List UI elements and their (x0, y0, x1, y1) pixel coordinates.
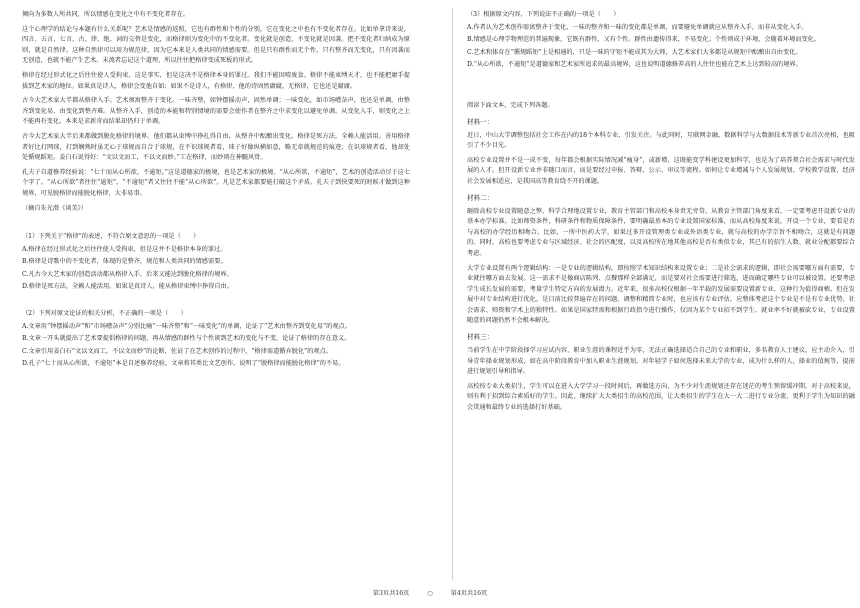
page-number-right: 第4页共16页 (450, 590, 488, 597)
question-2 (22, 309, 410, 370)
passage-paragraph: 倾向为多数人所共同，所以情感在变化之中有不变化者存在。 (22, 11, 190, 18)
material-paragraph: 高校按专业大类招生，学生可以在进入大学学习一段时间后，再做选方向，为不少对生涯规划还存在迷茫的考生预留缓冲期，对于高校来说，则有利于招到综合素质好的学生。因此，继续扩大大类招生的高校范围，让大类招生的学生在大一大二进行专业分流，更利于学生为知识的融会贯通和最终专业的选择打好基础。 (467, 382, 855, 412)
option-d: D.“从心所欲，不逾矩”是道德家和艺术家所追求的最高境界，这也说明道德修养高的人往往也能在艺术上达到较高的境界。 (467, 61, 802, 69)
material-1-title: 材料一： (467, 117, 494, 126)
passage-paragraph: 古今大艺术家大半都从格律入手。艺术须寓整齐于变化。一味齐整，如钟摆摇动声，固然单调；一味变化，如市场嘈杂声，也还是单调。由整齐到变化易，由变化到整齐难。从整齐入手，创造的本能和特别情境的需要会使作者在整齐之中求变化以避免单调。从变化入手，则变化之上不能再有变化。本来是求新奇而结果却仍归于单调。 (22, 97, 410, 126)
question-stem: （2）下列对原文论证的相关分析，不正确的一项是（ ） (22, 310, 187, 318)
page-divider (452, 8, 453, 580)
option-a: A.作者认为艺术创作需寓整齐于变化，一味的整齐和一味的变化都是单调，而要避免单调就应从整齐入手，而非从变化入手。 (467, 23, 808, 31)
material-paragraph: 高校专业设置并不是一成不变，每年都会根据实际情况减“瘦身”，或新增，这既能变学科建设更加科学，也是为了培养契合社会需求与时代发展的人才。但开设新专业并非随口而言，而是要经过申报、答辩、公示、审议等流程。如何让专业增减与个人发展规划、学校教学设置、经济社会发展相适应，是我国高等教育绕不开的课题。 (467, 156, 855, 185)
option-b: B.文章一开头就提出了艺术要提倡格律的问题，再从情感的群性与个性谈到艺术的变化与不变，论证了格律的存在意义。 (22, 335, 351, 343)
question-stem: （3）根据原文内容，下列说法不正确的一项是（ ） (467, 11, 620, 18)
right-page (467, 10, 855, 418)
option-c: C.文章引用姜白石“文以文而工，不以文而妙”的论断，佐证了在艺术创作的过程中，“格律需道循弃脱化”的观点。 (22, 347, 332, 355)
page-footer (0, 588, 860, 597)
option-c: C.凡古今大艺术家的创造活动都从格律入手，后来又能达到脱化格律的境界。 (22, 270, 233, 278)
passage-paragraph: 这个心理学的结论与本题有什么关系呢？艺术是情感的返照，它也有群性和个性的分别，它在变化之中也有不变化者存在。比如单拿诗来说，四言、五言、七言、古、律、绝、词的交替是变化，而格律则为变化中的不变化者。变化就是创造，不变化就是因袭。把不变化者归纳成为原则，就是自然律。这种自然律可以用为规范律，因为它本来是人类共同的情感需要。但是只有群性而无个性，只有整齐而无变化，只有因袭而无创造，也就不能产生艺术。末流者忘记这个道理，所以往往把格律变成死板的形式。 (22, 25, 410, 65)
passage-paragraph: 古今大艺术家大半后来都做到脱化格律的境界。他们都从束缚中挣扎得自由，从整齐中酝酿出变化。格律是死方法，全赖人能活用。善用格律者好比打网球，打到娴熟时虽无心于球规而自合于球规，在不识球规者看，球子好像纵横如意，略无牵就规范的痕迹；在识球规者看，他却处处循规蹈矩。姜白石说得好：“文以文而工，不以文而妙。”工在格律，而妙则在神髓风骨。 (22, 132, 410, 162)
option-c: C.艺术和体育在“循规蹈矩”上是相通的，只是一味的守矩不能成其为大师，大艺术家们大多都是从规矩中酝酿出自由变化。 (467, 48, 802, 56)
question-3 (467, 10, 855, 71)
binding-circle-icon: ○ (427, 590, 433, 597)
option-a: A.格律在经过形式化之后往往使人受拘束，但是这并不是格律本身的罪过。 (22, 245, 227, 253)
material-3-title: 材料三： (467, 333, 494, 342)
material-paragraph: 砸除高校专业设置随意之弊，科学合理地设置专业，教育主管部门和高校本身责无旁贷。从教育主管部门角度来看，一定要考虑开设新专业的基本办学标准。比如师资条件，科研条件和物质保障条件，要明确最基本的专业设置国家标准，而从高校角度来说，开设一个专业，要看是否与高校的办学经历相吻合。比如，一所中医药大学，如果过多开设管理类专业或外语类专业，就与高校的办学宗旨不相吻合，这就是有问题的。同时，高校也要考虑专业与区域经济、社会的匹配度，以及高校所在地其他高校是否有类似专业，其已有的招生人数、就业分配都要综合考虑。 (467, 207, 855, 257)
material-paragraph: 当前学生在中学阶段择学习应试内容，职业生涯的课程近乎为零，无法正确选择适合自己的专业和职业，多名教育人士建议，应主动介入，引导青年择业规划形成，如在高中阶段教育中加入职业生涯规划，对年轻学子如何选择未来大学的专业，成为什么样的人，择业的值规等，提前进行规划引导和指导。 (467, 347, 855, 376)
material-paragraph: 大学专业设置有两个逻辑结构：一是专业的逻辑结构，即按照学术知识结构来设置专业；二是社会需求的逻辑，即社会需要哪方面有需要，专业就往哪方面去发展。这一需求不是像商店陈列、点餐那样全部满足，而是要对社会需要进行筛选，进而确定哪些专业可以被设置。还要考虑学生成长发展的需要，考量学生特定方向的发展潜力。近年来，很多高校仅根据一年半载的发展需要设置新专业，这种行为值得商榷。但在发展中对专业结构进行优化，是目前比较普遍存在的问题。调整和精简专业时，也应该有专业评估，应整体考虑这个专业是不是有专业优势、社会需求、师资和学术上的独特性。如果是国家特需和根据行政指令进行操作，仅因为某个专业招不到学生、就业率不好就被砍专业，专业设置随意的问题仍然不会根本解决。 (467, 264, 855, 325)
passage-paragraph: 格律在经过形式化之后往往使人受拘束，这是事实，但是这决不是格律本身的罪过。我们不能因噎废食。格律不能束缚天才，也不能把庸手提拔到艺术家的地位。如果真是诗人，格律会变他自如；如果不是诗人，有格律，他的诗固然庸腐，无格律，它也还是腐庸。 (22, 71, 410, 90)
passage-paragraph: 孔夫子自道修养经验说：“七十而从心所欲，不逾矩。”这是道德家的极境，也是艺术家的极境。“从心所欲，不逾矩”，艺术的创造活动尽于这七个字了。“从心所欲”者往往“逾矩”，“不逾矩”者又往往不能“从心所欲”。凡是艺术家都要能打破这个矛盾。孔夫子到快要死的时候才做到这种境界，可见脱格律而能脱化格律，大非易事。 (22, 168, 410, 197)
material-paragraph: 近日，中山大学调整包括社会工作在内的18个本科专业，引发关注。与此同时，互联网金融、数据科学与大数据技术等新专业首次亮相，也吸引了不少目光。 (467, 131, 855, 150)
material-2-title: 材料二： (467, 193, 494, 202)
option-b: B.格律是诗歌中的不变化者，体现的是整齐，规范和人类共同的情感需要。 (22, 258, 227, 266)
page-number-left: 第3页共16页 (372, 590, 410, 597)
passage-source: （摘自朱光潜《谈美》） (22, 204, 87, 212)
option-a: A.文章用“钟摆摇动声”和“市场嘈杂声”分别比喻“一味齐整”和“一味变化”的单调，论证了“艺术由整齐到变化易”的观点。 (22, 322, 351, 330)
option-b: B.情感是心理学物理范的普遍现象，它既有群性，又有个性。群性由遗传得来，不易变化；个性则成于环境，会随着环境而变化。 (467, 36, 821, 44)
option-d: D.格律是死方法，全赖人能活用。如果是真诗人，能从格律束缚中挣得自由。 (22, 283, 233, 291)
question-stem: （1）下列关于“格律”的表述，不符合原文意思的一项是（ ） (22, 233, 200, 241)
section-heading: 阅读下面文本，完成下列各题。 (467, 101, 554, 109)
option-d: D.孔子“七十而从心所欲，不逾矩”本是自述修养经验，文章将其类比文艺创作，说明了“脱格律而能脱化格律”的不易。 (22, 360, 345, 368)
passage (22, 10, 410, 214)
left-page (22, 10, 410, 372)
question-1 (22, 232, 410, 293)
